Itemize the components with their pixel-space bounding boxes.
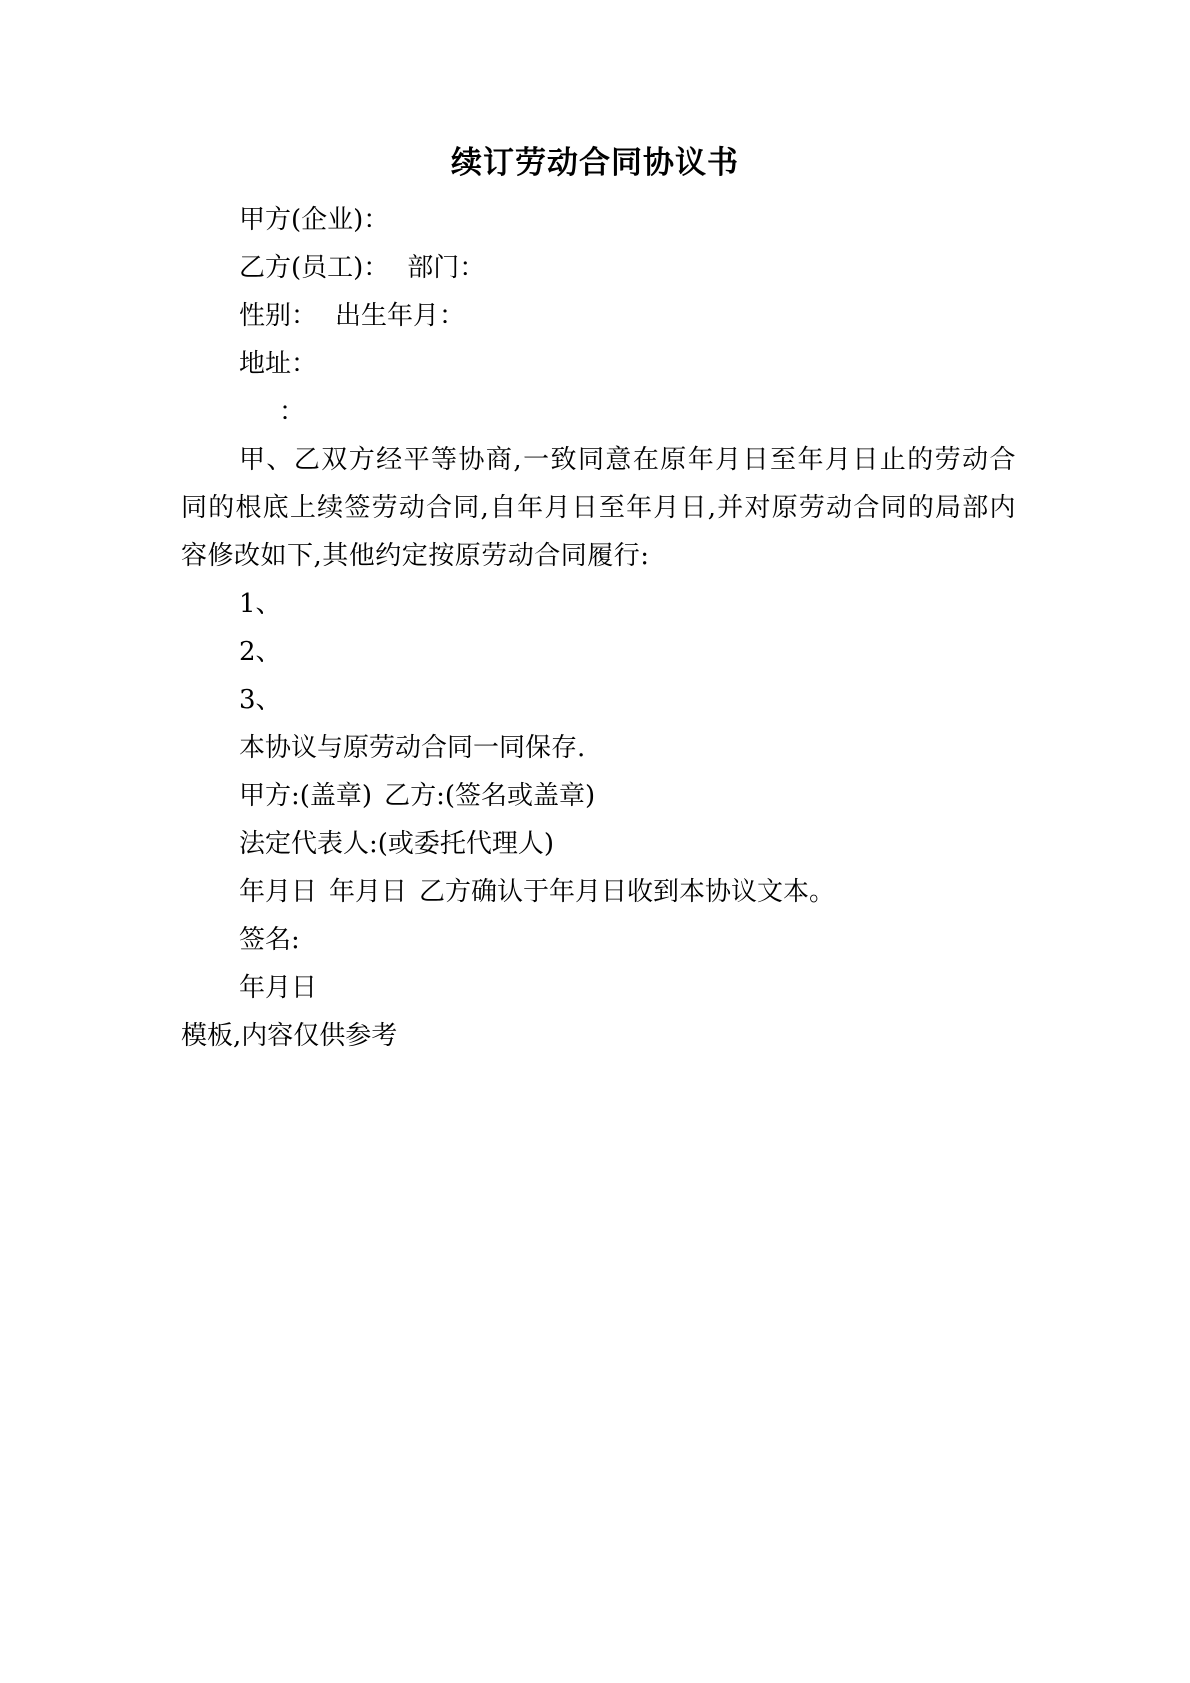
colon-line: ： [279, 397, 306, 427]
date-party-a: 年月日 [239, 877, 318, 907]
gender-line [181, 292, 1016, 340]
birth-label: 出生年月： [335, 301, 466, 331]
date-party-b: 年月日 [329, 877, 408, 907]
item-3: 3、 [239, 685, 282, 715]
receipt-confirmation: 乙方确认于年月日收到本协议文本。 [419, 877, 836, 907]
document-title: 续订劳动合同协议书 [451, 145, 739, 181]
signature-parties-line [181, 772, 1016, 820]
legal-rep-line: 法定代表人:(或委托代理人) [239, 829, 555, 859]
department-label: 部门： [407, 253, 486, 283]
party-a-seal: 甲方:(盖章) [239, 781, 373, 811]
gender-label: 性别： [239, 301, 318, 331]
party-a-line: 甲方(企业)： [239, 205, 390, 235]
template-footer: 模板,内容仅供参考 [181, 1021, 398, 1051]
signature-line: 签名: [239, 925, 300, 955]
party-b-seal: 乙方:(签名或盖章) [384, 781, 596, 811]
item-1: 1、 [239, 589, 282, 619]
address-line: 地址： [239, 349, 318, 379]
item-2: 2、 [239, 637, 282, 667]
dates-line [181, 868, 1016, 916]
keep-note: 本协议与原劳动合同一同保存. [239, 733, 586, 763]
signature-date-line: 年月日 [239, 973, 318, 1003]
party-b-line [181, 244, 1016, 292]
party-b-label: 乙方(员工)： [239, 253, 390, 283]
document-body [181, 196, 1016, 1060]
agreement-paragraph: 甲、乙双方经平等协商,一致同意在原年月日至年月日止的劳动合同的根底上续签劳动合同,自年月日至年月日,并对原劳动合同的局部内容修改如下,其他约定按原劳动合同履行: [181, 445, 1016, 571]
